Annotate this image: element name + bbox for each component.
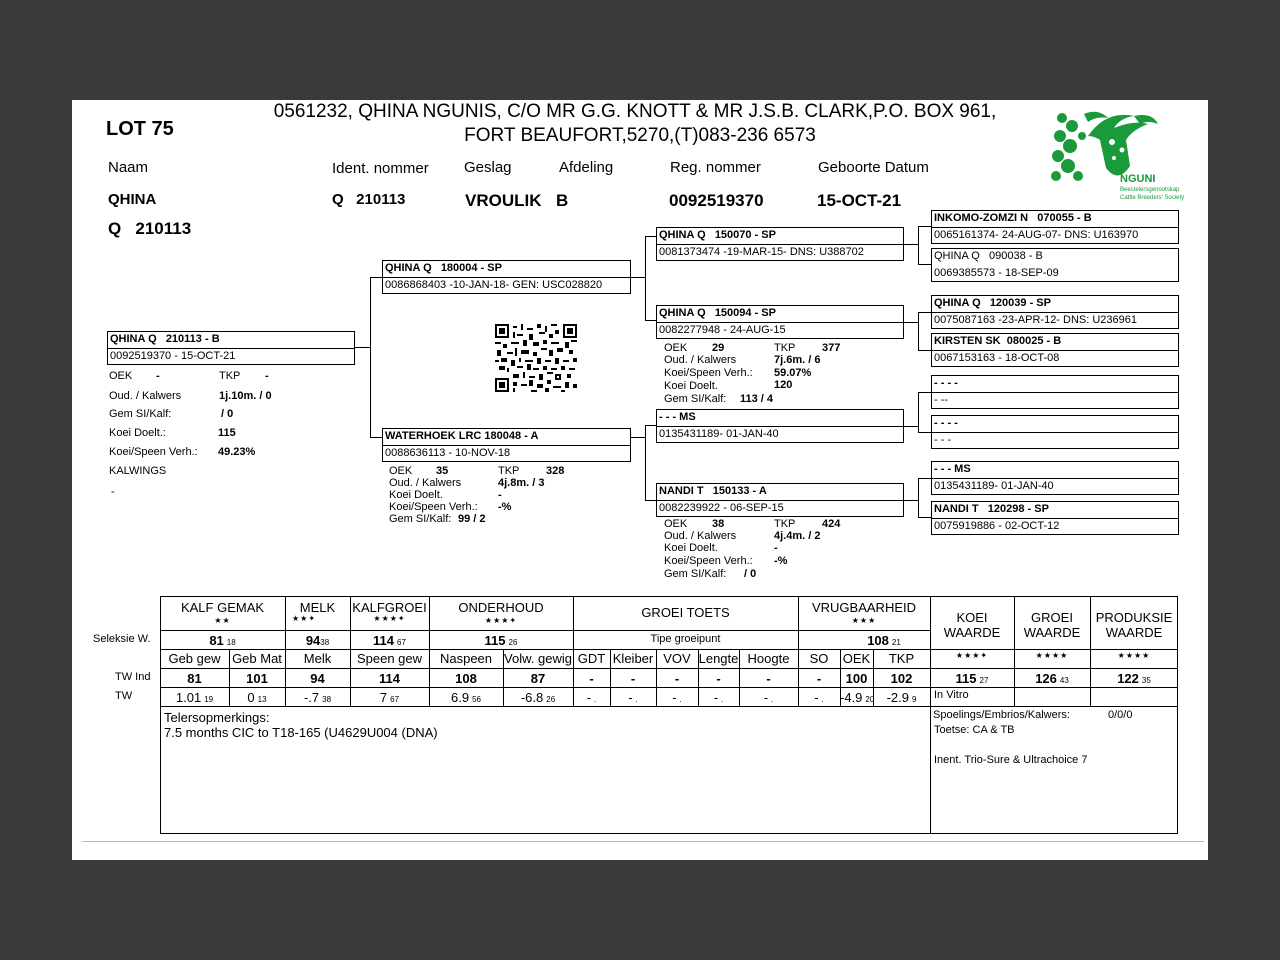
spoelings-value: 0/0/0: [1108, 709, 1133, 721]
dam-dam-box: [656, 483, 904, 517]
dd-oek: 38: [712, 518, 725, 530]
group-groei-toets: GROEI TOETS: [641, 605, 730, 620]
animal-birth-date: 15-OCT-21: [817, 191, 902, 210]
twind-cell: -: [766, 671, 771, 686]
group-kalfgroei: KALFGROEI: [352, 600, 427, 615]
tw-cell: -6.8 26: [520, 690, 556, 705]
sd-si-label: Gem SI/Kalf:: [664, 393, 727, 405]
animal-name: QHINA: [108, 191, 157, 208]
dam-doelt: -: [498, 489, 502, 501]
sd-tkp: 377: [822, 342, 841, 354]
twind-cell: 101: [246, 671, 268, 686]
sire-dam-title: QHINA Q 150094 - SP: [659, 307, 776, 319]
ggp-box-5: [931, 375, 1179, 409]
stars-koei-waarde: ★★★✦: [955, 651, 989, 660]
col-header: Naspeen: [439, 651, 493, 666]
stars-melk: ★★✦: [291, 614, 317, 623]
tw-cell: - .: [814, 690, 824, 705]
sire-dam-line: 0082277948 - 24-AUG-15: [659, 324, 786, 336]
animal-gender: VROULIK: [465, 191, 542, 210]
sd-doelt-label: Koei Doelt.: [664, 380, 718, 392]
dd-oud-label: Oud. / Kalwers: [664, 530, 737, 542]
ggp-box-1: [931, 210, 1179, 244]
owner-line-2: FORT BEAUFORT,5270,(T)083-236 6573: [464, 125, 816, 146]
ggp-line: - - -: [934, 434, 952, 446]
cattle-head-icon: [1048, 106, 1185, 202]
col-header: GDT: [577, 651, 606, 666]
dd-verh-label: Koei/Speen Verh.:: [664, 555, 753, 567]
tw-cell: - .: [628, 690, 638, 705]
dam-verh: -%: [498, 501, 512, 513]
svg-text:Beestelersgenootskap: Beestelersgenootskap: [1120, 187, 1180, 193]
twind-cell: -: [589, 671, 594, 686]
owner-line-1: 0561232, QHINA NGUNIS, C/O MR G.G. KNOTT & MR J.S.B. CLARK,P.O. BOX 961,: [273, 101, 997, 122]
ggp-box-6: [931, 415, 1179, 449]
subject-si-value: / 0: [221, 408, 234, 420]
lot-number: LOT 75: [106, 118, 174, 140]
group-melk: MELK: [299, 600, 336, 615]
dd-oud: 4j.4m. / 2: [774, 530, 821, 542]
dam-si: 99 / 2: [458, 513, 486, 525]
group-kalf-gemak: KALF GEMAK: [180, 600, 265, 615]
ggp-title: QHINA Q 090038 - B: [934, 250, 1043, 262]
group-onderhoud: ONDERHOUD: [458, 600, 544, 615]
dam-verh-label: Koei/Speen Verh.:: [389, 501, 478, 513]
sire-sire-title: QHINA Q 150070 - SP: [659, 229, 776, 241]
sel-vrugbaarheid: 108 21: [867, 633, 901, 648]
dd-doelt-label: Koei Doelt.: [664, 542, 718, 554]
col-header: Hoogte: [747, 651, 790, 666]
index-produksie-waarde: 122 35: [1117, 671, 1151, 686]
sire-box: [382, 260, 631, 294]
label-ident: Ident. nommer: [332, 160, 429, 177]
ggp-line: 0075087163 -23-APR-12- DNS: U236961: [934, 314, 1138, 326]
dd-tkp-label: TKP: [774, 518, 796, 530]
label-naam: Naam: [108, 159, 149, 176]
sel-kalf-gemak: 81 18: [209, 633, 236, 648]
label-afdeling: Afdeling: [559, 159, 614, 176]
col-header: Kleiber: [612, 651, 654, 666]
twind-label: TW Ind: [115, 671, 151, 683]
dam-doelt-label: Koei Doelt.: [389, 489, 443, 501]
col-header: SO: [809, 651, 829, 666]
col-header: VOV: [663, 651, 691, 666]
sire-dam-box: [656, 305, 904, 339]
subject-box: [107, 331, 355, 365]
dd-verh: -%: [774, 555, 788, 567]
subject-verh-value: 49.23%: [218, 446, 256, 458]
ggp-title: KIRSTEN SK 080025 - B: [934, 335, 1062, 347]
dam-sire-box: [656, 409, 904, 443]
tw-cell: 0 13: [247, 690, 267, 705]
ggp-box-4: [931, 333, 1179, 367]
dam-tkp-label: TKP: [498, 465, 520, 477]
subject-oek-value: -: [156, 370, 160, 382]
sd-oek: 29: [712, 342, 725, 354]
tw-cell: 7 67: [379, 690, 400, 705]
index-koei-waarde: 115 27: [955, 671, 989, 686]
sel-kalfgroei: 114 67: [373, 633, 406, 648]
twind-cell: 87: [530, 671, 546, 686]
tw-cell: -.7 38: [303, 690, 332, 705]
dam-title: WATERHOEK LRC 180048 - A: [385, 430, 539, 442]
sd-oud: 7j.6m. / 6: [774, 354, 821, 366]
ggp-box-7: [931, 461, 1179, 495]
dam-si-label: Gem SI/Kalf:: [389, 513, 452, 525]
twind-cell: 108: [455, 671, 477, 686]
tw-cell: - .: [586, 690, 597, 705]
sd-doelt: 120: [774, 379, 793, 391]
stars-kalf-gemak: ★★: [214, 616, 231, 625]
tw-cell: - .: [763, 690, 774, 705]
group-vrugbaarheid: VRUGBAARHEID: [811, 600, 917, 615]
remarks-text: 7.5 months CIC to T18-165 (U4629U004 (DNA): [164, 725, 438, 740]
ggp-line: 0075919886 - 02-OCT-12: [934, 520, 1060, 532]
dd-si: / 0: [744, 568, 757, 580]
tw-cell: 1.01 19: [175, 690, 214, 705]
col-header: Geb gew: [168, 651, 221, 666]
ggp-box-8: [931, 501, 1179, 535]
col-header: Speen gew: [356, 651, 423, 666]
stars-groei-waarde: ★★★★: [1035, 651, 1069, 660]
col-header: Melk: [303, 651, 332, 666]
tw-cell: 6.9 56: [451, 690, 481, 705]
animal-reg-number: 0092519370: [669, 191, 764, 210]
stars-onderhoud: ★★★✦: [484, 616, 518, 625]
sd-verh: 59.07%: [774, 367, 812, 379]
subject-tkp-label: TKP: [219, 370, 241, 382]
dam-oek-label: OEK: [389, 465, 413, 477]
group-koei-waarde: KOEI WAARDE: [943, 610, 1001, 640]
ggp-box-2: [931, 248, 1179, 282]
twind-cell: 102: [890, 671, 913, 686]
subject-verh-label: Koei/Speen Verh.:: [109, 446, 198, 458]
tw-cell: -2.9 9: [886, 690, 917, 705]
col-header: TKP: [888, 651, 915, 666]
stars-produksie-waarde: ★★★★: [1117, 651, 1151, 660]
toetse: Toetse: CA & TB: [934, 724, 1015, 736]
ggp-title: - - - MS: [934, 463, 971, 475]
twind-cell: 100: [845, 671, 868, 686]
group-produksie-waarde: PRODUKSIE WAARDE: [1095, 610, 1173, 640]
twind-cell: -: [716, 671, 721, 686]
ggp-title: INKOMO-ZOMZI N 070055 - B: [934, 212, 1092, 224]
sire-sire-line: 0081373474 -19-MAR-15- DNS: U388702: [659, 246, 864, 258]
stars-kalfgroei: ★★★✦: [373, 614, 406, 623]
dam-oud: 4j.8m. / 3: [498, 477, 545, 489]
subject-oek-label: OEK: [109, 370, 133, 382]
sire-line: 0086868403 -10-JAN-18- GEN: USC028820: [385, 279, 603, 291]
kalwings-value: -: [111, 486, 115, 498]
tw-cell: - .: [672, 690, 682, 705]
subject-doelt-value: 115: [218, 427, 236, 439]
subject-doelt-label: Koei Doelt.:: [109, 427, 166, 439]
ggp-title: QHINA Q 120039 - SP: [934, 297, 1051, 309]
ggp-title: - - - -: [934, 417, 958, 429]
twind-cell: -: [674, 671, 680, 686]
dam-dam-title: NANDI T 150133 - A: [659, 485, 767, 497]
twind-cell: 81: [187, 671, 202, 686]
subject-tkp-value: -: [265, 370, 269, 382]
col-header: Geb Mat: [232, 651, 282, 666]
subject-oud-label: Oud. / Kalwers: [109, 390, 182, 402]
twind-cell: -: [816, 671, 822, 686]
tw-cell: -4.9 20: [840, 690, 875, 705]
subject-si-label: Gem SI/Kalf:: [109, 408, 172, 420]
sire-title: QHINA Q 180004 - SP: [385, 262, 502, 274]
col-header: OEK: [842, 651, 871, 666]
animal-division: B: [556, 191, 569, 210]
dam-sire-line: 0135431189- 01-JAN-40: [659, 428, 779, 440]
sel-onderhoud: 115 26: [484, 633, 518, 648]
tipe-groeipunt: Tipe groeipunt: [650, 633, 721, 645]
twind-cell: 94: [310, 671, 325, 686]
tw-cell: - .: [713, 690, 724, 705]
dam-oud-label: Oud. / Kalwers: [389, 477, 462, 489]
label-reg: Reg. nommer: [670, 159, 761, 176]
seleksie-label: Seleksie W.: [93, 633, 151, 645]
kalwings-label: KALWINGS: [109, 465, 167, 477]
spoelings-label: Spoelings/Embrios/Kalwers:: [933, 709, 1070, 721]
ggp-line: 0065161374- 24-AUG-07- DNS: U163970: [934, 229, 1139, 241]
sel-melk: 9438: [305, 633, 330, 648]
nguni-logo: [1048, 106, 1185, 202]
dam-oek: 35: [436, 465, 449, 477]
col-header: Volw. gewig: [504, 651, 572, 666]
in-vitro: In Vitro: [934, 689, 969, 701]
col-header: Lengte: [698, 651, 739, 666]
sd-verh-label: Koei/Speen Verh.:: [664, 367, 753, 379]
label-geboorte: Geboorte Datum: [818, 159, 929, 176]
twind-cell: -: [630, 671, 636, 686]
dam-line: 0088636113 - 10-NOV-18: [385, 447, 511, 459]
ggp-title: NANDI T 120298 - SP: [934, 503, 1049, 515]
inent: Inent. Trio-Sure & Ultrachoice 7: [934, 754, 1088, 766]
dam-sire-title: - - - MS: [659, 411, 696, 423]
sd-oek-label: OEK: [664, 342, 688, 354]
remarks-title: Telersopmerkings:: [164, 710, 270, 725]
dam-box: [382, 428, 631, 462]
subject-oud-value: 1j.10m. / 0: [219, 390, 272, 402]
sire-sire-box: [656, 227, 904, 261]
dam-dam-line: 0082239922 - 06-SEP-15: [659, 502, 784, 514]
subject-line: 0092519370 - 15-OCT-21: [110, 350, 236, 362]
svg-text:Cattle Breeders' Society: Cattle Breeders' Society: [1120, 195, 1185, 201]
animal-ident-big: Q 210113: [108, 219, 192, 238]
subject-title: QHINA Q 210113 - B: [110, 333, 220, 345]
index-groei-waarde: 126 43: [1035, 671, 1069, 686]
ggp-line: 0067153163 - 18-OCT-08: [934, 352, 1060, 364]
ggp-line: 0135431189- 01-JAN-40: [934, 480, 1054, 492]
group-groei-waarde: GROEI WAARDE: [1023, 610, 1081, 640]
dd-si-label: Gem SI/Kalf:: [664, 568, 727, 580]
dd-oek-label: OEK: [664, 518, 688, 530]
label-geslag: Geslag: [464, 159, 512, 176]
sd-si: 113 / 4: [740, 393, 774, 405]
stars-vrugbaarheid: ★★★: [851, 616, 877, 625]
svg-text:NGUNI: NGUNI: [1120, 173, 1156, 185]
qr-code: [495, 324, 577, 392]
dam-tkp: 328: [546, 465, 565, 477]
sd-oud-label: Oud. / Kalwers: [664, 354, 737, 366]
ggp-line: 0069385573 - 18-SEP-09: [934, 267, 1059, 279]
ggp-line: - --: [934, 394, 949, 406]
ggp-box-3: [931, 295, 1179, 329]
twind-cell: 114: [379, 671, 400, 686]
pedigree-sheet: [72, 100, 1208, 860]
animal-ident: Q 210113: [332, 191, 406, 208]
ggp-title: - - - -: [934, 377, 958, 389]
sd-tkp-label: TKP: [774, 342, 796, 354]
dd-doelt: -: [774, 542, 778, 554]
tw-label: TW: [115, 690, 133, 702]
dd-tkp: 424: [822, 518, 841, 530]
